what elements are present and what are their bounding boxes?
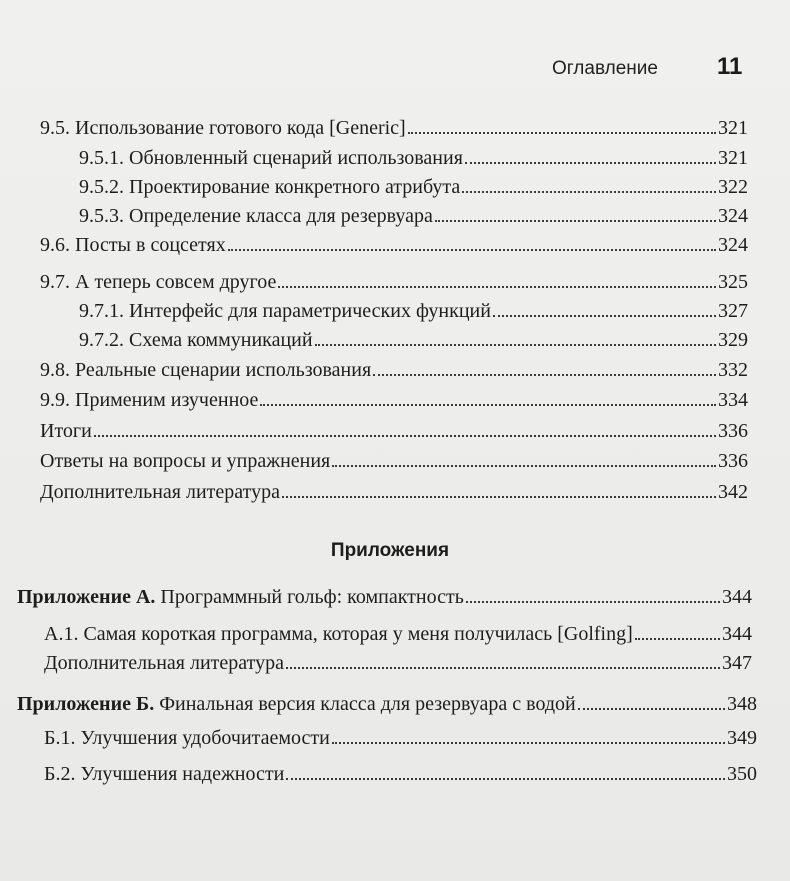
appendices-heading	[0, 540, 790, 562]
toc-leader-dots	[332, 742, 725, 744]
toc-leader-dots	[94, 435, 716, 437]
appendix-entry[interactable]	[17, 582, 752, 612]
toc-leader-dots	[408, 132, 716, 134]
toc-entry-title: 9.7.1. Интерфейс для параметрических функций	[79, 300, 491, 322]
toc-entry-page: 336	[718, 450, 748, 472]
toc-entry[interactable]	[79, 201, 748, 231]
toc-entry-page: 336	[718, 420, 748, 442]
toc-leader-dots	[228, 249, 716, 251]
toc-leader-dots	[260, 404, 716, 406]
appendix-entry-page: 347	[722, 652, 752, 674]
toc-entry[interactable]	[40, 446, 748, 476]
toc-entry[interactable]	[40, 355, 748, 385]
toc-leader-dots	[466, 601, 720, 603]
toc-leader-dots	[373, 374, 716, 376]
appendix-entry-title	[17, 582, 464, 612]
appendix-entry-title: Б.1. Улучшения удобочитаемости	[44, 727, 330, 749]
appendix-entry-page: 344	[722, 623, 752, 645]
appendix-title: Программный гольф: компактность	[160, 586, 464, 608]
toc-entry-title: 9.5.3. Определение класса для резервуара	[79, 205, 433, 227]
toc-entry-title: Итоги	[40, 420, 92, 442]
running-header	[0, 52, 790, 82]
toc-entry-title: 9.5.2. Проектирование конкретного атрибута	[79, 176, 461, 198]
toc-leader-dots	[578, 708, 725, 710]
appendices-heading-text: Приложения	[330, 540, 450, 561]
toc-entry[interactable]	[40, 416, 748, 446]
toc-entry-title: Ответы на вопросы и упражнения	[40, 450, 331, 472]
toc-entry-page: 327	[718, 300, 748, 322]
appendix-label: Приложение А.	[17, 586, 156, 608]
appendix-entry[interactable]	[44, 648, 752, 678]
appendix-entry-page: 350	[727, 763, 757, 785]
toc-entry-page: 342	[718, 481, 748, 503]
toc-entry-page: 324	[718, 234, 748, 256]
toc-leader-dots	[278, 286, 716, 288]
toc-entry-page: 322	[718, 176, 748, 198]
appendix-entry-page: 348	[727, 693, 757, 715]
toc-entry-page: 332	[718, 359, 748, 381]
toc-entry[interactable]	[79, 296, 748, 326]
toc-leader-dots	[462, 191, 716, 193]
toc-entry-page: 329	[718, 329, 748, 351]
toc-entry-page: 321	[718, 117, 748, 139]
toc-entry[interactable]	[40, 113, 748, 143]
toc-entry[interactable]	[40, 230, 748, 260]
toc-entry-title: 9.8. Реальные сценарии использования	[40, 359, 372, 381]
appendix-entry[interactable]	[44, 619, 752, 649]
appendix-entry-title: А.1. Самая короткая программа, которая у меня получилась [Golfing]	[44, 623, 633, 645]
appendix-entry-page: 349	[727, 727, 757, 749]
toc-entry-title: 9.7. А теперь совсем другое	[40, 271, 277, 293]
appendix-entry[interactable]	[17, 689, 757, 719]
toc-entry-title: 9.7.2. Схема коммуникаций	[79, 329, 313, 351]
toc-leader-dots	[635, 638, 720, 640]
appendix-title: Финальная версия класса для резервуара с водой	[159, 693, 576, 715]
toc-entry[interactable]	[79, 325, 748, 355]
page-number: 11	[717, 53, 743, 80]
toc-leader-dots	[282, 496, 716, 498]
appendix-entry[interactable]	[44, 759, 757, 789]
toc-entry[interactable]	[40, 477, 748, 507]
appendix-entry-title	[17, 689, 576, 719]
toc-leader-dots	[493, 315, 716, 317]
toc-leader-dots	[315, 344, 716, 346]
toc-entry-title: Дополнительная литература	[40, 481, 280, 503]
toc-entry-page: 334	[718, 389, 748, 411]
appendix-label: Приложение Б.	[17, 693, 155, 715]
appendix-entry-title: Дополнительная литература	[44, 652, 284, 674]
appendix-entry[interactable]	[44, 723, 757, 753]
toc-entry[interactable]	[79, 172, 748, 202]
toc-leader-dots	[286, 667, 720, 669]
toc-entry[interactable]	[79, 143, 748, 173]
toc-leader-dots	[286, 778, 725, 780]
toc-entry-title: 9.5.1. Обновленный сценарий использования	[79, 147, 463, 169]
toc-entry-page: 324	[718, 205, 748, 227]
toc-entry-title: 9.5. Использование готового кода [Generic]	[40, 117, 406, 139]
toc-entry[interactable]	[40, 267, 748, 297]
toc-leader-dots	[332, 465, 716, 467]
toc-leader-dots	[435, 220, 716, 222]
appendix-entry-page: 344	[722, 586, 752, 608]
appendix-entry-title: Б.2. Улучшения надежности	[44, 763, 285, 785]
running-header-section: Оглавление	[552, 58, 658, 79]
toc-leader-dots	[465, 162, 716, 164]
toc-entry-page: 325	[718, 271, 748, 293]
toc-entry-title: 9.6. Посты в соцсетях	[40, 234, 226, 256]
toc-entry-title: 9.9. Применим изученное	[40, 389, 259, 411]
toc-entry[interactable]	[40, 385, 748, 415]
toc-entry-page: 321	[718, 147, 748, 169]
